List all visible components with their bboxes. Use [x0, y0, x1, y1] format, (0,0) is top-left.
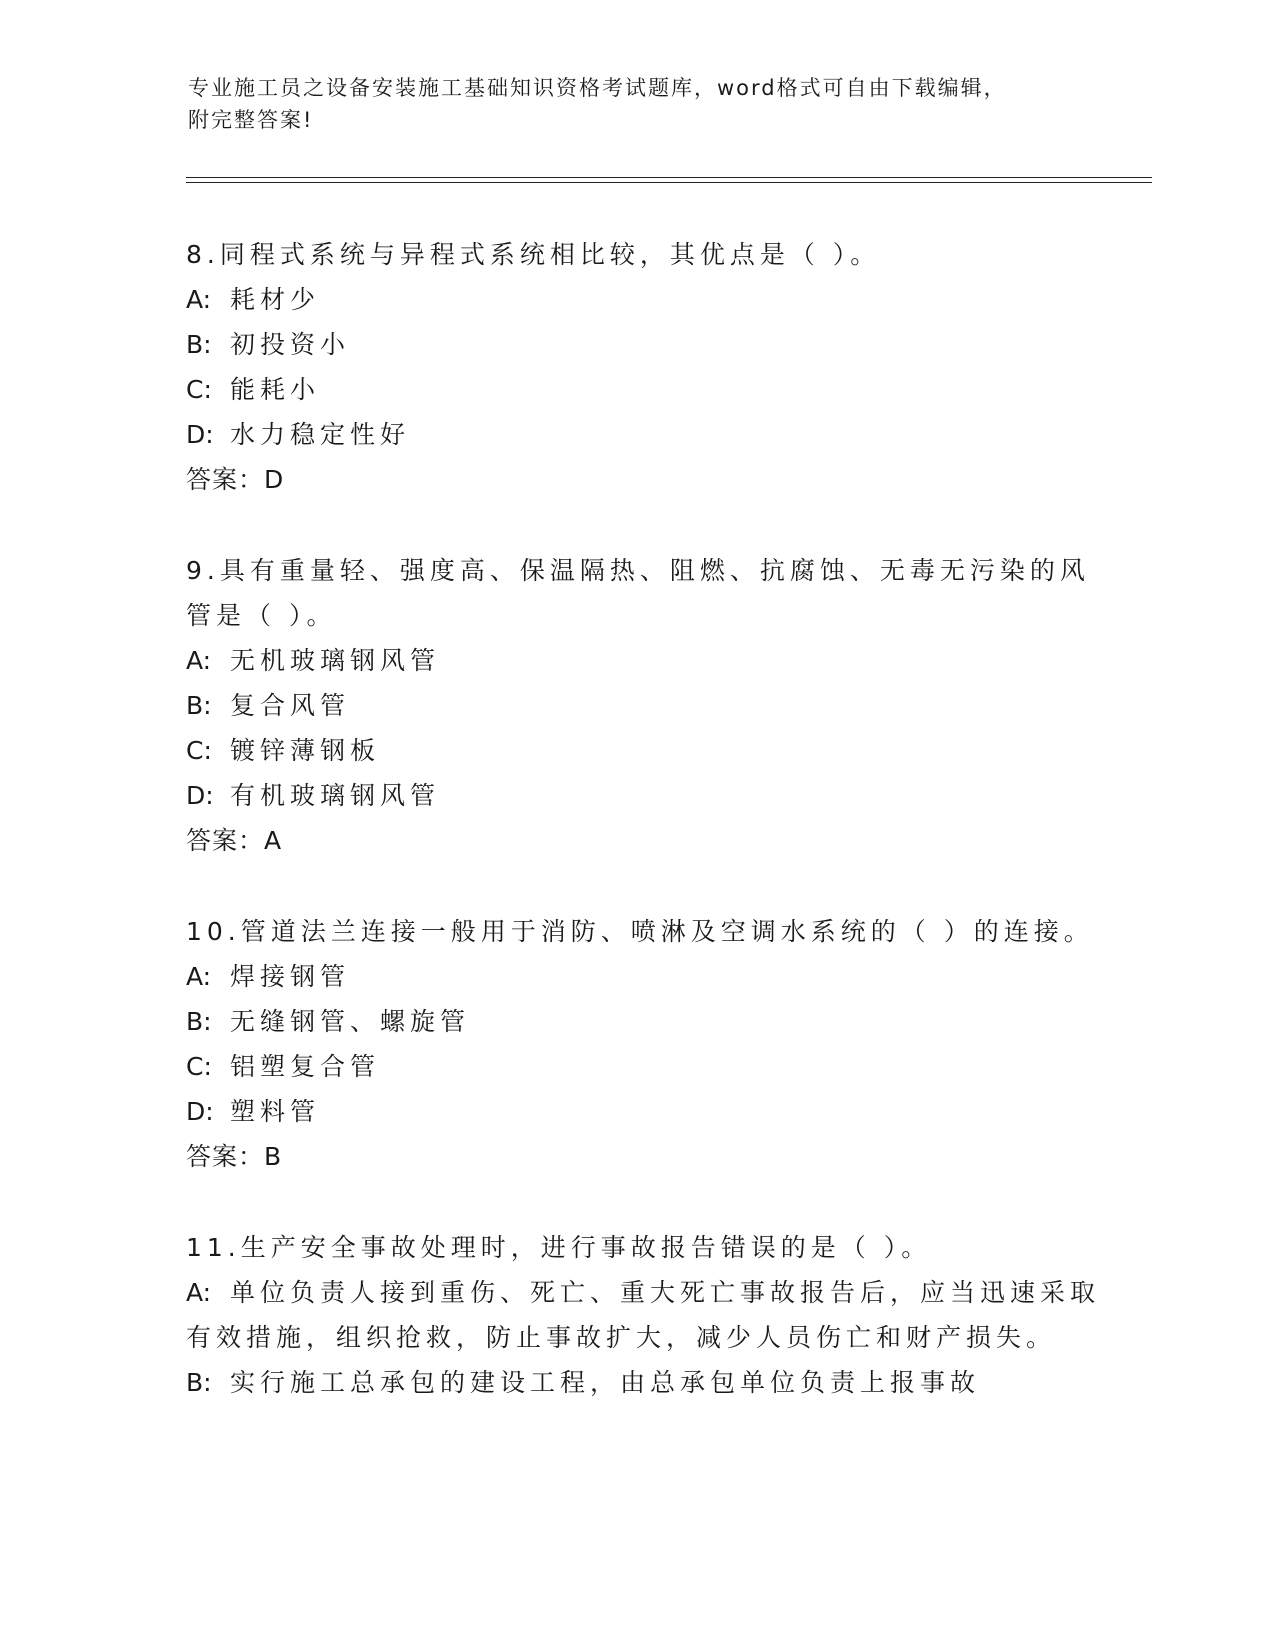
option-c [186, 1044, 1086, 1089]
header-line-1: 专业施工员之设备安装施工基础知识资格考试题库，word格式可自由下载编辑， [188, 76, 1007, 100]
option-text: 铝塑复合管 [230, 1052, 381, 1081]
option-letter: D: [186, 1097, 214, 1126]
option-text: 塑料管 [230, 1097, 321, 1126]
answer: 答案：A [186, 826, 283, 855]
option-a [186, 277, 1086, 322]
option-letter: D: [186, 420, 214, 449]
option-letter: B: [186, 1368, 212, 1397]
option-d [186, 1089, 1086, 1134]
header-divider-top [186, 177, 1152, 178]
option-text: 无机玻璃钢风管 [230, 646, 441, 675]
question-9 [186, 548, 1090, 863]
question-text: 10.管道法兰连接一般用于消防、喷淋及空调水系统的（ ）的连接。 [186, 917, 1094, 946]
document-header [188, 72, 1088, 136]
option-text: 复合风管 [230, 691, 351, 720]
option-text: 焊接钢管 [230, 962, 351, 991]
option-text: 初投资小 [230, 330, 351, 359]
question-11 [186, 1225, 1101, 1405]
question-text: 8.同程式系统与异程式系统相比较，其优点是（ ）。 [186, 240, 881, 269]
header-line-2: 附完整答案! [188, 108, 314, 132]
question-10 [186, 909, 1094, 1179]
question-8 [186, 232, 1086, 502]
option-a [186, 638, 1086, 683]
option-text: 单位负责人接到重伤、死亡、重大死亡事故报告后，应当迅速采取 [230, 1278, 1101, 1307]
option-text: 耗材少 [230, 285, 321, 314]
option-d [186, 773, 1086, 818]
question-text-line-2: 管是（ ）。 [186, 601, 337, 630]
option-letter: C: [186, 375, 212, 404]
option-b [186, 683, 1086, 728]
option-a-continuation: 有效措施，组织抢救，防止事故扩大，减少人员伤亡和财产损失。 [186, 1323, 1057, 1352]
option-text: 无缝钢管、螺旋管 [230, 1007, 471, 1036]
answer: 答案：B [186, 1142, 283, 1171]
option-text: 水力稳定性好 [230, 420, 411, 449]
option-letter: B: [186, 691, 212, 720]
option-text: 能耗小 [230, 375, 321, 404]
option-letter: A: [186, 646, 212, 675]
option-c [186, 367, 1086, 412]
option-c [186, 728, 1086, 773]
option-letter: C: [186, 736, 212, 765]
option-a [186, 954, 1086, 999]
option-letter: A: [186, 1278, 212, 1307]
option-text: 实行施工总承包的建设工程，由总承包单位负责上报事故 [230, 1368, 981, 1397]
option-a [186, 1270, 1101, 1315]
question-list [186, 232, 1101, 1451]
header-divider-bottom [186, 182, 1152, 183]
answer: 答案：D [186, 465, 285, 494]
option-text: 镀锌薄钢板 [230, 736, 381, 765]
option-b [186, 322, 1086, 367]
option-text: 有机玻璃钢风管 [230, 781, 441, 810]
question-text-line-1: 9.具有重量轻、强度高、保温隔热、阻燃、抗腐蚀、无毒无污染的风 [186, 556, 1090, 585]
option-d [186, 412, 1086, 457]
option-b [186, 999, 1086, 1044]
option-letter: A: [186, 285, 212, 314]
option-letter: A: [186, 962, 212, 991]
option-letter: D: [186, 781, 214, 810]
option-b [186, 1360, 1086, 1405]
option-letter: C: [186, 1052, 212, 1081]
question-text: 11.生产安全事故处理时，进行事故报告错误的是（ ）。 [186, 1233, 932, 1262]
option-letter: B: [186, 330, 212, 359]
option-letter: B: [186, 1007, 212, 1036]
